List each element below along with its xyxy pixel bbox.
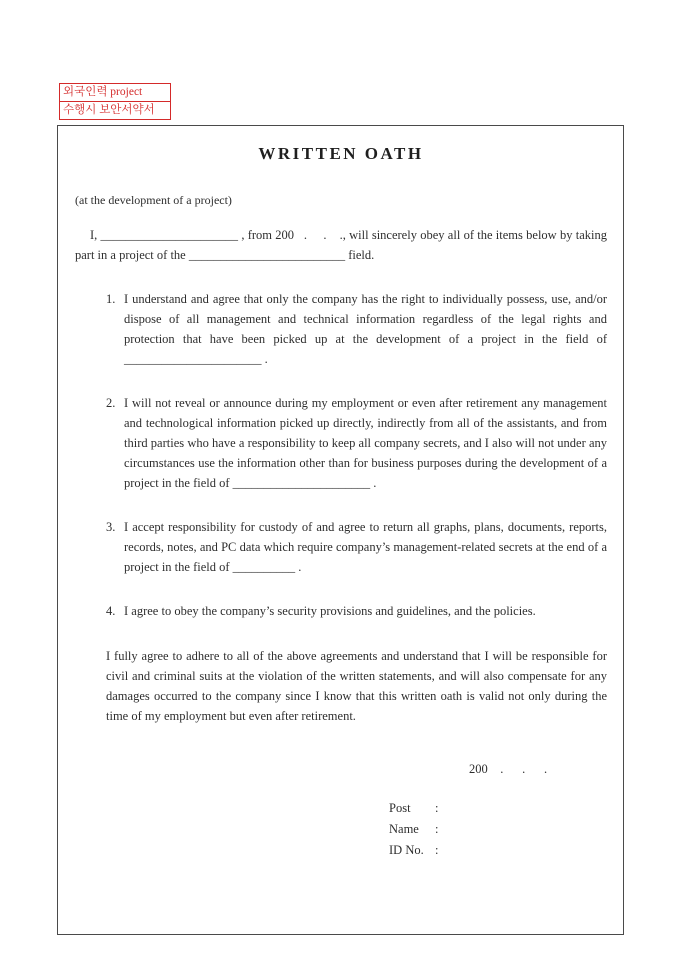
project-label-line1: 외국인력 project [60,84,170,102]
idno-label: ID No. [389,843,424,857]
name-colon: : [435,822,439,836]
item-text: I accept responsibility for custody of and agree to return all graphs, plans, documents, reports, records, notes, and PC data which require company’s management-related secrets at the end of a project in the field of __________ . [124,520,607,574]
item-text: I understand and agree that only the company has the right to individually possess, use, and/or dispose of all management and technical information regardless of the legal rights and protection that have been picked up at the development of a project in the field of ______________________ . [124,292,607,366]
signature-row-name [389,819,607,840]
date-line: 200 . . . [469,762,548,776]
item-number: 4. [106,604,116,618]
oath-item-4 [106,601,607,621]
oath-items-list [106,289,607,621]
signature-block [389,798,607,861]
closing-paragraph: I fully agree to adhere to all of the above agreements and understand that I will be responsible for civil and criminal suits at the violation of the written statements, and will also compensate for any damages occurred to the company since I know that this written oath is valid not only during the time of my employment but even after retirement. [106,649,607,723]
intro-paragraph: I, ______________________ , from 200 . . ., will sincerely obey all of the items below by taking part in a project of the _________________________ field. [75,228,607,262]
project-label-box [59,83,171,120]
post-colon: : [435,801,439,815]
item-text: I agree to obey the company’s security provisions and guidelines, and the policies. [124,604,536,618]
name-label: Name [389,822,419,836]
document-subtitle: (at the development of a project) [75,193,232,207]
oath-item-1 [106,289,607,369]
idno-colon: : [435,843,439,857]
item-number: 2. [106,396,116,410]
item-number: 3. [106,520,116,534]
oath-item-3 [106,517,607,577]
signature-row-post [389,798,607,819]
signature-row-idno [389,840,607,861]
item-number: 1. [106,292,116,306]
document-title: WRITTEN OATH [258,144,424,163]
oath-item-2 [106,393,607,493]
project-label-line2: 수행시 보안서약서 [63,104,155,116]
item-text: I will not reveal or announce during my employment or even after retirement any management and technological information picked up directly, indirectly from all of the assistants, and from third parties who have a responsibility to keep all company secrets, and I also will not under any circumstances use the information other than for business purposes during the development of a project in the field of ______________________ . [124,396,607,490]
oath-document-frame [57,125,624,935]
post-label: Post [389,801,411,815]
